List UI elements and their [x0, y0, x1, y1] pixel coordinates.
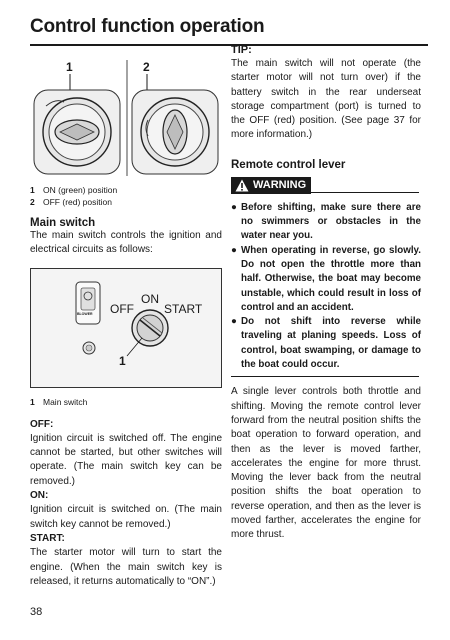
remote-control-body: A single lever controls both throttle and shifting. Moving the remote control lever forward from the neutral position shifts the boat operation to forward operation, and then as the lever is moved farther, accelerates the engine for more thrust. Moving the lever back from the neutral position shifts the boat operation to reverse operation, and then as the lever is moved farther, accelerates the engine for more thrust. — [231, 386, 421, 541]
position-descriptions — [30, 418, 222, 590]
warning-bullet — [231, 244, 421, 315]
battery-switch-figure — [30, 60, 222, 178]
warning-bullets — [231, 201, 421, 373]
caption-item — [30, 184, 222, 196]
page-header — [30, 16, 428, 38]
off-description: Ignition circuit is switched off. The engine cannot be started, but other switches will operate. (The main switch key can be removed.) — [30, 432, 222, 487]
callout-main-switch: 1 — [119, 353, 126, 368]
blower-label: BLOWER — [77, 311, 93, 316]
caption-item — [30, 396, 222, 408]
left-column — [30, 60, 222, 589]
callout-1: 1 — [66, 60, 73, 74]
caption-num: 2 — [30, 197, 35, 207]
tip-label: TIP: — [231, 44, 252, 56]
on-term: ON: — [30, 490, 49, 502]
remote-control-title: Remote control lever — [231, 158, 346, 171]
battery-switch-illustration — [30, 60, 222, 178]
warning-bullet — [231, 315, 421, 372]
right-column — [231, 44, 421, 543]
start-term: START: — [30, 532, 65, 544]
figure1-captions — [30, 184, 222, 208]
start-label: START — [164, 301, 203, 316]
off-label: OFF — [110, 301, 134, 316]
main-switch-intro: The main switch controls the ignition and electrical circuits as follows: — [30, 230, 222, 256]
caption-item — [30, 196, 222, 208]
main-switch-title: Main switch — [30, 217, 96, 229]
caption-num: 1 — [30, 396, 35, 407]
on-description: Ignition circuit is switched on. (The main switch key cannot be removed.) — [30, 504, 222, 530]
start-description: The starter motor will turn to start the engine. (When the main switch key is released, it returns automatically to “ON”.) — [30, 547, 222, 587]
bullet-dot: ● — [231, 316, 237, 328]
caption-text: ON (green) position — [43, 185, 118, 195]
caption-text: Main switch — [43, 396, 88, 407]
page-number: 38 — [30, 606, 43, 618]
warning-rule — [311, 192, 419, 193]
bullet-text: When operating in reverse, go slowly. Do not open the throttle more than half. Otherwise, the boat may become unstable, which could result in loss of control and an accident. — [241, 244, 421, 313]
warning-badge — [231, 177, 311, 194]
main-switch-illustration — [30, 268, 222, 388]
warning-triangle-icon — [235, 179, 249, 192]
caption-num: 1 — [30, 185, 35, 195]
off-term: OFF: — [30, 418, 54, 430]
bullet-dot: ● — [231, 244, 237, 256]
bullet-dot: ● — [231, 201, 237, 213]
warning-bullet — [231, 201, 421, 244]
bullet-text: Before shifting, make sure there are no swimmers or obstacles in the water near you. — [241, 201, 421, 242]
warning-header — [231, 177, 421, 195]
bullet-text: Do not shift into reverse while traveling at planing speeds. Loss of control, boat swamping, or damage to the boat could occur. — [241, 316, 421, 371]
figure2-captions — [30, 396, 222, 408]
caption-text: OFF (red) position — [43, 197, 112, 207]
page-title: Control function operation — [30, 16, 265, 37]
tip-text: The main switch will not operate (the starter motor will not turn over) if the battery switch in the rear underseat storage compartment (port) is turned to the OFF (red) position. (See page 37 for more information.) — [231, 58, 421, 141]
warning-label: WARNING — [253, 179, 307, 192]
main-switch-figure — [30, 268, 222, 388]
on-label: ON — [141, 291, 159, 306]
callout-2: 2 — [143, 60, 150, 74]
warning-end-rule — [231, 376, 419, 377]
